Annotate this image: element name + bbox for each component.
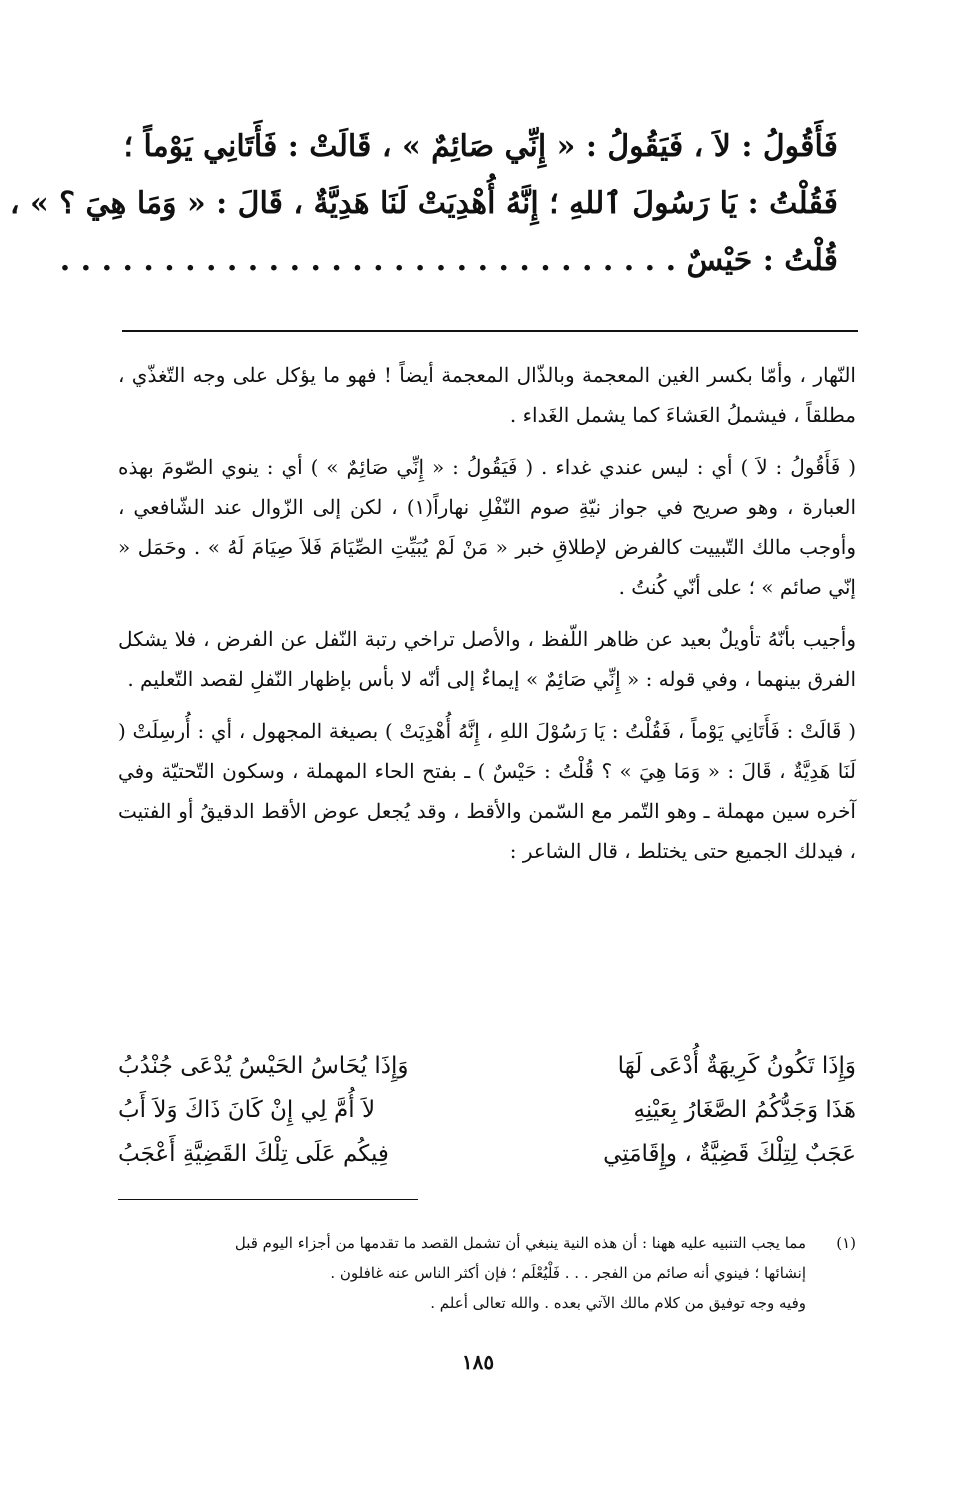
hadith-line: قُلْتُ : حَيْسٌ . . . . . . . . . . . . . . . . . . . . . . . . . . . . . . [59, 243, 838, 278]
footnote-marker: (١) [836, 1234, 856, 1252]
poem-second-hemistich: لاَ أُمَّ لِي إِنْ كَانَ ذَاكَ وَلاَ أَبُ [118, 1097, 376, 1123]
poem-first-hemistich: هَذَا وَجَدُّكُمُ الصَّغَارُ بِعَيْنِهِ [633, 1097, 856, 1123]
poem-second-hemistich: وَإِذَا يُحَاسُ الحَيْسُ يُدْعَى جُنْدُبُ [118, 1053, 409, 1079]
commentary-paragraph: وأجيب بأنّهُ تأويلٌ بعيد عن ظاهر اللّفظ ، والأصل تراخي رتبة النّفل عن الفرض ، فلا يشكل الفرق بينهما ، وفي قوله : « إِنِّي صَائِمٌ » إيماءٌ إلى أنّه لا بأس بإظهار النّفلِ لقصد التّعليم . [118, 627, 856, 691]
hadith-line: فَقُلْتُ : يَا رَسُولَ ٱللهِ ؛ إِنَّهُ أُهْدِيَتْ لَنَا هَدِيَّةٌ ، قَالَ : « وَمَا هِيَ ؟ » ، [9, 186, 838, 221]
footnote-line: إنشائها ؛ فينوي أنه صائم من الفجر . . . فَلْيُعْلَم ؛ فإن أكثر الناس عنه غافلون . [330, 1264, 806, 1282]
poem-verse [118, 1132, 856, 1176]
page-number: ١٨٥ [461, 1350, 495, 1374]
poem [118, 1044, 856, 1176]
main-divider [122, 330, 858, 332]
footnote-line: وفيه وجه توفيق من كلام مالك الآتي بعده . والله تعالى أعلم . [430, 1294, 806, 1312]
poem-first-hemistich: عَجَبٌ لِتِلْكَ قَضِيَّةٌ ، وإِقَامَتِي [603, 1141, 856, 1167]
footnote-divider [118, 1199, 418, 1200]
commentary-paragraph: النّهار ، وأمّا بكسر الغين المعجمة وبالذّال المعجمة أيضاً ! فهو ما يؤكل على وجه التّغذّي ، مطلقاً ، فيشملُ العَشاءَ كما يشمل الغَداء . [118, 363, 856, 427]
hadith-line: فَأَقُولُ : لاَ ، فَيَقُولُ : « إِنِّي صَائِمٌ » ، قَالَتْ : فَأَتَانِي يَوْماً ؛ [123, 129, 838, 164]
commentary-paragraph: ( فَأَقُولُ : لاَ ) أي : ليس عندي غداء . ( فَيَقُولُ : « إِنِّي صَائِمٌ » ) أي : ينوي الصّومَ بهذه العبارة ، وهو صريح في جواز نيّةِ صوم النّفْلِ نهاراً(١) ، لكن إلى الزّوال عند الشّافعي ، وأوجب مالك التّبييت كالفرض لإطلاقِ خبر « مَنْ لَمْ يُبَيِّتِ الصِّيَامَ فَلاَ صِيَامَ لَهُ » . وحَمَل « إنّي صائم » ؛ على أنّي كُنتُ . [118, 455, 856, 599]
hadith-text [9, 118, 838, 289]
poem-first-hemistich: وَإِذَا تَكُونُ كَرِيهَةٌ أُدْعَى لَهَا [617, 1053, 856, 1079]
poem-verse [118, 1088, 856, 1132]
poem-verse [118, 1044, 856, 1088]
commentary [118, 355, 856, 883]
poem-second-hemistich: فِيكُم عَلَى تِلْكَ القَضِيَّةِ أَعْجَبُ [118, 1141, 389, 1167]
commentary-paragraph: ( قَالَتْ : فَأَتَانِي يَوْماً ، فَقُلْتُ : يَا رَسُوْلَ اللهِ ، إِنَّهُ أُهْدِيَتْ ) بصيغة المجهول ، أي : أُرسِلَتْ ( لَنَا هَدِيَّةٌ ، قَالَ : « وَمَا هِيَ » ؟ قُلْتُ : حَيْسٌ ) ـ بفتح الحاء المهملة ، وسكون التّحتيّة وفي آخره سين مهملة ـ وهو التّمر مع السّمن والأقط ، وقد يُجعل عوض الأقط الدقيقُ أو الفتيت ، فيدلك الجميع حتى يختلط ، قال الشاعر : [118, 719, 857, 863]
footnote [118, 1228, 856, 1318]
footnote-line: مما يجب التنبيه عليه ههنا : أن هذه النية ينبغي أن تشمل القصد ما تقدمها من أجزاء اليوم قبل [234, 1234, 806, 1252]
